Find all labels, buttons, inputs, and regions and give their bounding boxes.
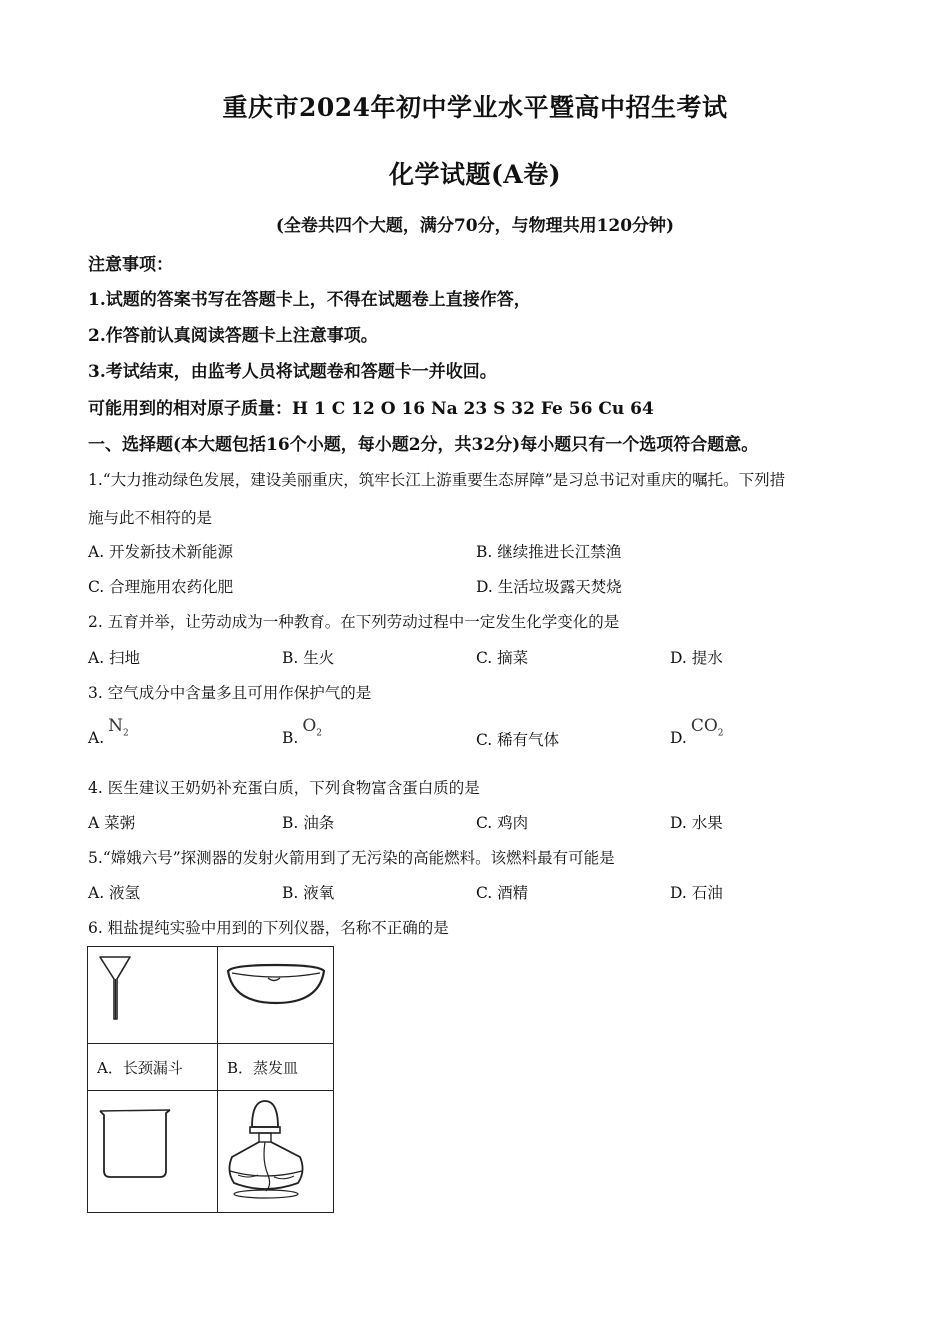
exam-note: (全卷共四个大题，满分70分，与物理共用120分钟) bbox=[275, 216, 675, 236]
q4-option-b: B. 油条 bbox=[282, 814, 335, 832]
q5-option-b: B. 液氧 bbox=[282, 884, 335, 902]
evaporating-dish-cell bbox=[218, 947, 334, 1044]
q3-option-b-label: B. bbox=[282, 729, 299, 747]
q1-option-c: C. 合理施用农药化肥 bbox=[88, 578, 234, 596]
atomic-masses: 可能用到的相对原子质量：H 1 C 12 O 16 Na 23 S 32 Fe 56 Cu 64 bbox=[88, 399, 654, 419]
q4-option-d: D. 水果 bbox=[670, 814, 723, 832]
q3-stem: 3. 空气成分中含量多且可用作保护气的是 bbox=[88, 684, 372, 702]
q4-option-a: A 菜粥 bbox=[88, 814, 136, 832]
q3-option-b-formula bbox=[302, 716, 322, 739]
instrument-b-label: B．蒸发皿 bbox=[218, 1044, 334, 1091]
q3-option-d-label: D. bbox=[670, 729, 687, 747]
q2-stem: 2. 五育并举，让劳动成为一种教育。在下列劳动过程中一定发生化学变化的是 bbox=[88, 613, 620, 631]
q3-b-element: O bbox=[302, 716, 317, 736]
q1-option-d: D. 生活垃圾露天焚烧 bbox=[476, 578, 622, 596]
beaker-cell bbox=[88, 1091, 218, 1213]
q3-a-subscript: 2 bbox=[123, 728, 129, 739]
instrument-label-row bbox=[88, 1044, 334, 1091]
q2-option-c: C. 摘菜 bbox=[476, 649, 529, 667]
evaporating-dish-icon bbox=[218, 947, 333, 1043]
q3-option-a bbox=[88, 716, 129, 750]
q1-stem-line1: 1.“大力推动绿色发展，建设美丽重庆，筑牢长江上游重要生态屏障”是习总书记对重庆的嘱托。下列措 bbox=[88, 471, 786, 489]
q4-option-c: C. 鸡肉 bbox=[476, 814, 529, 832]
q3-option-b bbox=[282, 716, 322, 750]
q3-d-element: CO bbox=[690, 716, 718, 736]
q1-option-b: B. 继续推进长江禁渔 bbox=[476, 543, 622, 561]
section-heading: 一、选择题(本大题包括16个小题，每小题2分，共32分)每小题只有一个选项符合题意。 bbox=[88, 435, 759, 455]
funnel-icon bbox=[88, 947, 217, 1043]
exam-subtitle: 化学试题(A卷) bbox=[388, 160, 562, 189]
q3-option-d-formula bbox=[690, 716, 724, 739]
notice-heading: 注意事项： bbox=[88, 255, 173, 275]
instrument-image-row-1 bbox=[88, 947, 334, 1044]
alcohol-lamp-cell bbox=[218, 1091, 334, 1213]
q5-option-a: A. 液氢 bbox=[88, 884, 141, 902]
instrument-a-label: A．长颈漏斗 bbox=[88, 1044, 218, 1091]
q3-option-a-formula bbox=[108, 716, 129, 739]
q5-option-c: C. 酒精 bbox=[476, 884, 529, 902]
q1-option-a: A. 开发新技术新能源 bbox=[88, 543, 234, 561]
beaker-icon bbox=[88, 1091, 217, 1212]
q3-d-subscript: 2 bbox=[717, 728, 724, 739]
notice-item-2: 2.作答前认真阅读答题卡上注意事项。 bbox=[88, 326, 378, 346]
notice-item-1: 1.试题的答案书写在答题卡上，不得在试题卷上直接作答， bbox=[88, 290, 531, 310]
exam-title: 重庆市2024年初中学业水平暨高中招生考试 bbox=[222, 93, 728, 122]
notice-item-3: 3.考试结束，由监考人员将试题卷和答题卡一并收回。 bbox=[88, 362, 497, 382]
q1-stem-line2: 施与此不相符的是 bbox=[88, 509, 213, 527]
q4-stem: 4. 医生建议王奶奶补充蛋白质，下列食物富含蛋白质的是 bbox=[88, 779, 480, 797]
funnel-cell bbox=[88, 947, 218, 1044]
q2-option-a: A. 扫地 bbox=[88, 649, 141, 667]
q3-option-a-label: A. bbox=[88, 729, 105, 747]
q6-stem: 6. 粗盐提纯实验中用到的下列仪器，名称不正确的是 bbox=[88, 919, 449, 937]
q5-option-d: D. 石油 bbox=[670, 884, 723, 902]
q3-option-d bbox=[670, 716, 724, 750]
instrument-image-row-2 bbox=[88, 1091, 334, 1213]
q3-a-element: N bbox=[108, 716, 123, 736]
q3-option-c: C. 稀有气体 bbox=[476, 731, 560, 749]
instrument-table bbox=[87, 946, 334, 1213]
alcohol-lamp-icon bbox=[218, 1091, 333, 1212]
q2-option-d: D. 提水 bbox=[670, 649, 723, 667]
q2-option-b: B. 生火 bbox=[282, 649, 335, 667]
q5-stem: 5.“嫦娥六号”探测器的发射火箭用到了无污染的高能燃料。该燃料最有可能是 bbox=[88, 849, 615, 867]
q3-b-subscript: 2 bbox=[316, 728, 322, 739]
